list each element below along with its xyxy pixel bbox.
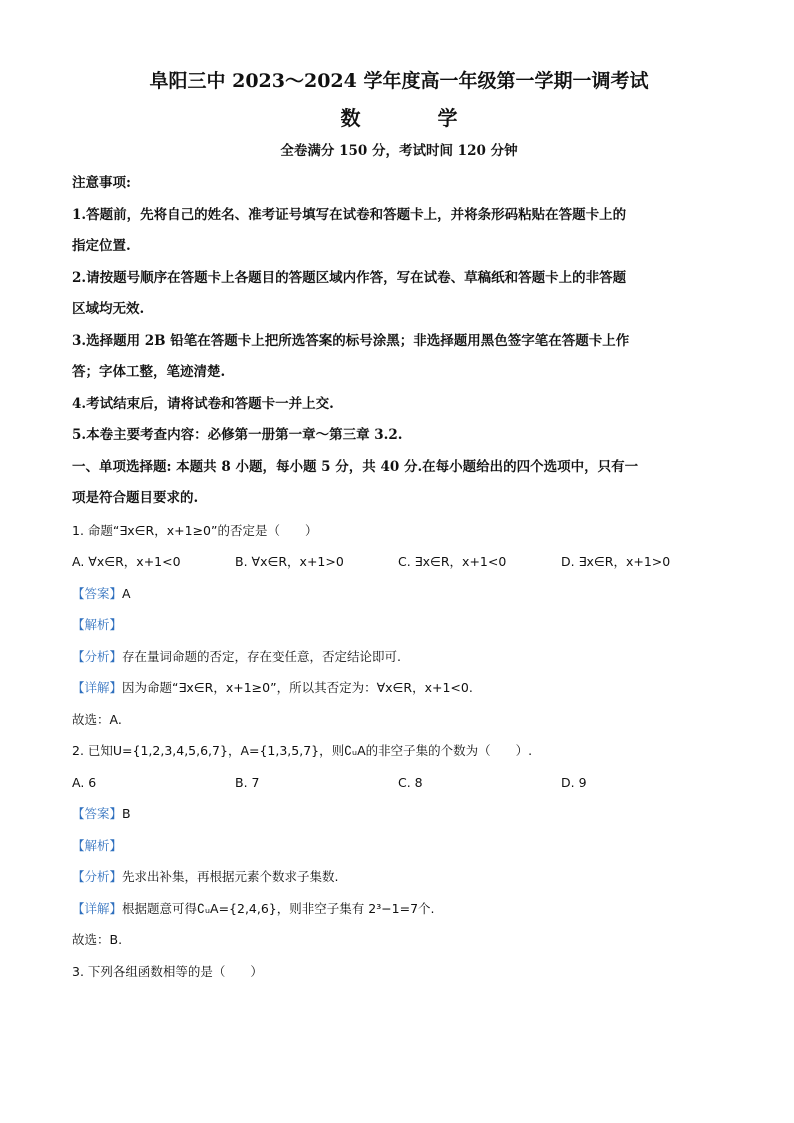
answer-tag: 【答案】: [72, 585, 123, 601]
answer-tag: 【答案】: [72, 806, 123, 821]
fenxi-tag: 【分析】: [72, 648, 123, 664]
note-line: 5.本卷主要考查内容：必修第一册第一章～第三章 3.2.: [72, 427, 403, 443]
question-2-choose: 故选：B.: [72, 932, 123, 947]
section-heading: 一、单项选择题: 本题共 8 小题，每小题 5 分，共 40 分.在每小题给出的四个选项中，只有一: [72, 458, 639, 475]
option-d: D. 9: [561, 774, 587, 790]
answer-value: A: [122, 585, 131, 601]
option-a: A. 6: [72, 774, 97, 790]
question-1-answer: [72, 578, 726, 610]
option-a: A. ∀x∈R，x+1<0: [72, 554, 181, 569]
note-line: 4.考试结束后，请将试卷和答题卡一并上交.: [72, 395, 334, 412]
exam-title: 阜阳三中 2023～2024 学年度高一年级第一学期一调考试: [149, 70, 649, 92]
analysis-tag: 【解析】: [72, 617, 123, 632]
xiangjie-text: 因为命题“∃x∈R，x+1≥0”，所以其否定为：∀x∈R，x+1<0.: [122, 680, 473, 695]
option-c: C. 8: [398, 774, 423, 790]
note-line: 3.选择题用 2B 铅笔在答题卡上把所选答案的标号涂黑；非选择题用黑色签字笔在答题卡上作: [72, 332, 630, 349]
fenxi-text: 先求出补集，再根据元素个数求子集数.: [122, 869, 339, 884]
xiangjie-tag: 【详解】: [72, 680, 123, 695]
note-line: 2.请按题号顺序在答题卡上各题目的答题区域内作答，写在试卷、草稿纸和答题卡上的非答题: [72, 269, 627, 286]
option-b: B. 7: [235, 774, 260, 790]
question-2-fenxi: [72, 861, 726, 893]
question-2-options: [72, 767, 726, 799]
option-c: C. ∃x∈R，x+1<0: [398, 554, 507, 569]
exam-subject: 数 学: [340, 106, 458, 130]
note-line: 1.答题前，先将自己的姓名、准考证号填写在试卷和答题卡上，并将条形码粘贴在答题卡上的: [72, 206, 627, 223]
fenxi-tag: 【分析】: [72, 869, 123, 884]
notes-heading: 注意事项:: [72, 175, 131, 191]
note-line: 指定位置.: [72, 238, 131, 254]
question-1-fenxi: [72, 641, 726, 673]
option-b: B. ∀x∈R，x+1>0: [235, 554, 344, 569]
question-1-choose: 故选：A.: [72, 711, 122, 727]
question-2-answer: [72, 798, 726, 830]
note-line: 答；字体工整，笔迹清楚.: [72, 364, 226, 380]
section-heading: 项是符合题目要求的.: [72, 490, 199, 506]
exam-subtitle: 全卷满分 150 分，考试时间 120 分钟: [280, 143, 518, 159]
question-2-stem: 2. 已知U={1,2,3,4,5,6,7}，A={1,3,5,7}，则∁ᵤA的非空子集的个数为（ ）.: [72, 743, 533, 758]
xiangjie-tag: 【详解】: [72, 900, 123, 916]
question-2-xiangjie: [72, 893, 726, 925]
analysis-tag: 【解析】: [72, 837, 123, 853]
question-2-analysis: [72, 830, 726, 862]
fenxi-text: 存在量词命题的否定，存在变任意，否定结论即可.: [122, 648, 401, 664]
exam-page: [72, 64, 726, 987]
question-3-stem: 3. 下列各组函数相等的是（ ）: [72, 963, 263, 979]
question-1-options: [72, 546, 726, 578]
option-d: D. ∃x∈R，x+1>0: [561, 554, 671, 569]
question-1-xiangjie: [72, 672, 726, 704]
question-1-stem: 1. 命题“∃x∈R，x+1≥0”的否定是（ ）: [72, 522, 318, 538]
question-1-analysis: [72, 609, 726, 641]
xiangjie-text: 根据题意可得∁ᵤA={2,4,6}，则非空子集有 2³−1=7个.: [122, 900, 435, 916]
note-line: 区域均无效.: [72, 301, 145, 317]
answer-value: B: [122, 806, 131, 821]
